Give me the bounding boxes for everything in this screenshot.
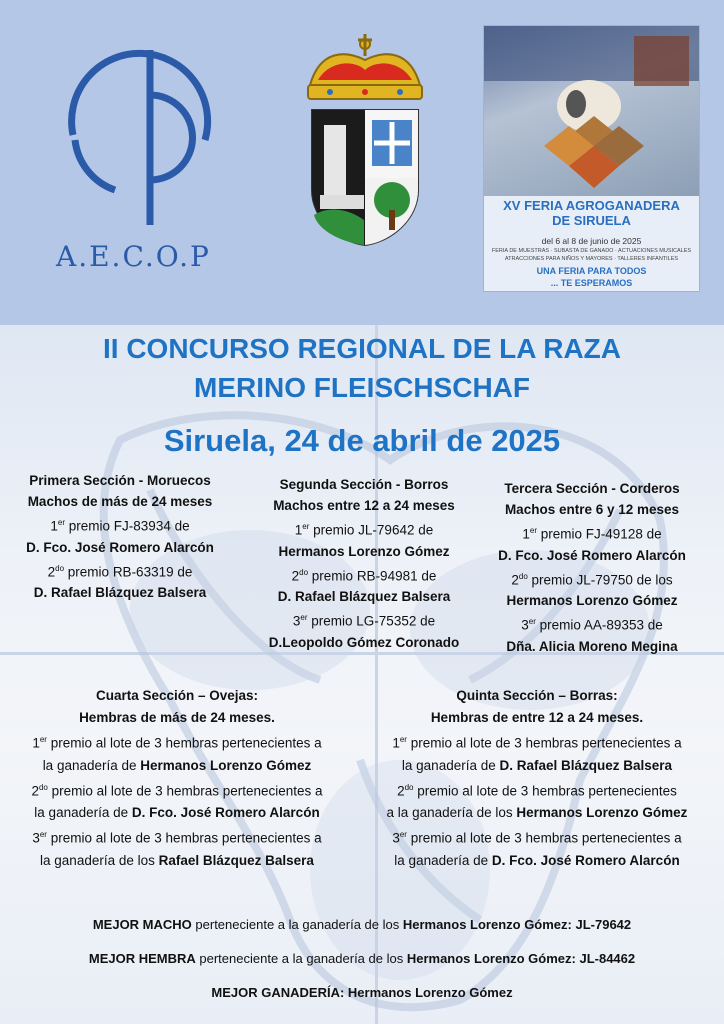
best-female-line	[0, 951, 724, 966]
owner-prefix: a la ganadería de los	[386, 805, 517, 820]
section-4-prize-3	[2, 824, 352, 850]
poster-activities-1: FERIA DE MUESTRAS · SUBASTA DE GANADO · ACTUACIONES MUSICALES	[491, 248, 692, 254]
poster-title-line2: DE SIRUELA	[552, 213, 631, 228]
ordinal-suffix: do	[518, 571, 528, 581]
best-male-text: perteneciente a la ganadería de los	[191, 917, 403, 932]
ordinal: 1	[32, 735, 40, 751]
section-1-owner-2: D. Rafael Blázquez Balsera	[33, 585, 207, 600]
owner-prefix: la ganadería de	[401, 757, 500, 773]
ordinal-suffix: do	[38, 782, 48, 792]
section-3-heading: Tercera Sección - Corderos	[504, 481, 680, 496]
section-4-prize-2	[2, 777, 352, 803]
poster-activities-2: ATRACCIONES PARA NIÑOS Y MAYORES · TALLERES INFANTILES	[504, 256, 679, 262]
section-2-owner-2: D. Rafael Blázquez Balsera	[277, 589, 451, 604]
ordinal-suffix: er	[300, 613, 308, 622]
prize-text: premio al lote de 3 hembras pertenecientes a	[46, 735, 322, 751]
owner-name: D. Rafael Blázquez Balsera	[499, 757, 673, 773]
coat-of-arms-icon	[300, 30, 430, 250]
ordinal-suffix: do	[299, 567, 309, 577]
section-1	[5, 470, 235, 603]
section-4-owner-2	[2, 802, 352, 824]
section-5-heading: Quinta Sección – Borras:	[456, 688, 618, 703]
poster-title	[484, 198, 699, 228]
ordinal: 1	[50, 518, 58, 534]
best-ganaderia-line: MEJOR GANADERÍA: Hermanos Lorenzo Gómez	[211, 985, 513, 1000]
section-5	[362, 685, 712, 872]
section-5-owner-1	[362, 755, 712, 777]
owner-name: D. Fco. José Romero Alarcón	[131, 805, 320, 820]
section-1-owner-1: D. Fco. José Romero Alarcón	[26, 539, 214, 555]
ordinal: 2	[47, 564, 56, 579]
owner-prefix: la ganadería de los	[40, 852, 159, 868]
section-3	[482, 478, 702, 657]
ordinal: 1	[294, 522, 303, 538]
prize-text: premio RB-63319 de	[64, 564, 193, 579]
ordinal-suffix: er	[39, 830, 47, 839]
section-1-heading: Primera Sección - Moruecos	[29, 473, 211, 488]
aecop-text: A.E.C.O.P	[56, 240, 211, 273]
ordinal-suffix: er	[57, 518, 66, 527]
poster-cta-2: ... TE ESPERAMOS	[550, 278, 633, 288]
ordinal-suffix: er	[399, 735, 407, 744]
best-female-text: perteneciente a la ganadería de los	[195, 951, 407, 966]
ordinal: 2	[511, 572, 519, 587]
poster-cta-1: UNA FERIA PARA TODOS	[536, 266, 647, 276]
section-2-owner-3: D.Leopoldo Gómez Coronado	[268, 634, 460, 650]
section-4-owner-3	[2, 850, 352, 872]
section-5-owner-2	[362, 802, 712, 824]
prize-text: premio al lote de 3 hembras pertenecientes a	[47, 783, 323, 798]
section-1-subheading: Machos de más de 24 meses	[27, 494, 213, 509]
ordinal: 3	[521, 617, 529, 633]
section-5-prize-3	[362, 824, 712, 850]
prize-text: premio AA-89353 de	[535, 617, 663, 633]
best-male-owner: Hermanos Lorenzo Gómez: JL-79642	[402, 917, 632, 932]
section-3-prize-2	[482, 566, 702, 591]
ordinal: 3	[392, 830, 400, 846]
owner-prefix: la ganadería de	[42, 757, 141, 773]
title-line1: II CONCURSO REGIONAL DE LA RAZA	[102, 333, 621, 364]
title-date: Siruela, 24 de abril de 2025	[163, 423, 561, 458]
prize-text: premio al lote de 3 hembras pertenecientes a	[46, 830, 322, 846]
prize-text: premio RB-94981 de	[308, 568, 437, 583]
poster-title-line1: XV FERIA AGROGANADERA	[503, 198, 680, 213]
section-5-subheading: Hembras de entre 12 a 24 meses.	[430, 710, 644, 725]
owner-name: D. Fco. José Romero Alarcón	[491, 852, 680, 868]
best-female-label: MEJOR HEMBRA	[88, 951, 196, 966]
prize-text: premio al lote de 3 hembras pertenecientes a	[406, 830, 682, 846]
section-2-prize-1	[250, 516, 478, 541]
prize-text: premio FJ-49128 de	[537, 526, 662, 542]
section-4-prize-1	[2, 729, 352, 755]
prize-text: premio JL-79642 de	[309, 522, 434, 538]
section-2-owner-1: Hermanos Lorenzo Gómez	[278, 543, 450, 559]
owner-name: Rafael Blázquez Balsera	[158, 852, 314, 868]
section-2-subheading: Machos entre 12 a 24 meses	[273, 498, 455, 513]
ordinal-suffix: er	[302, 522, 310, 531]
owner-prefix: la ganadería de	[394, 852, 492, 868]
prize-text: premio JL-79750 de los	[527, 572, 673, 587]
ordinal-suffix: er	[399, 830, 407, 839]
ordinal-suffix: er	[39, 735, 47, 744]
ordinal-suffix: do	[55, 563, 65, 573]
section-1-prize-1	[5, 512, 235, 537]
section-4-owner-1	[2, 755, 352, 777]
ordinal: 3	[32, 830, 40, 846]
section-3-owner-1: D. Fco. José Romero Alarcón	[498, 547, 686, 563]
section-2-prize-2	[250, 562, 478, 587]
ordinal: 1	[522, 526, 530, 542]
prize-text: premio al lote de 3 hembras pertenecientes	[413, 783, 677, 798]
ordinal: 2	[31, 783, 39, 798]
section-3-prize-3	[482, 611, 702, 636]
section-2-prize-3	[250, 607, 478, 632]
ordinal: 2	[291, 568, 300, 583]
section-2	[250, 474, 478, 653]
feria-poster	[483, 25, 700, 292]
section-5-prize-2	[362, 777, 712, 803]
section-3-prize-1	[482, 520, 702, 545]
ordinal-suffix: er	[529, 526, 538, 535]
title-line2: MERINO FLEISCHSCHAF	[194, 372, 530, 403]
owner-name: Hermanos Lorenzo Gómez	[516, 805, 688, 820]
section-2-heading: Segunda Sección - Borros	[279, 477, 449, 492]
section-4	[2, 685, 352, 872]
ordinal: 3	[292, 613, 301, 629]
section-4-heading: Cuarta Sección – Ovejas:	[95, 688, 259, 703]
section-5-prize-1	[362, 729, 712, 755]
poster-collage-icon	[484, 26, 699, 196]
section-5-owner-3	[362, 850, 712, 872]
ordinal-suffix: er	[528, 617, 536, 626]
prize-text: premio LG-75352 de	[307, 613, 436, 629]
section-3-subheading: Machos entre 6 y 12 meses	[504, 502, 680, 517]
section-3-owner-3: Dña. Alicia Moreno Megina	[506, 638, 678, 654]
best-male-label: MEJOR MACHO	[92, 917, 192, 932]
prize-text: premio al lote de 3 hembras pertenecientes a	[406, 735, 682, 751]
best-female-owner: Hermanos Lorenzo Gómez: JL-84462	[406, 951, 636, 966]
prize-text: premio FJ-83934 de	[65, 518, 190, 534]
poster-dates: del 6 al 8 de junio de 2025	[541, 236, 642, 246]
ordinal-suffix: do	[404, 782, 414, 792]
best-male-line	[0, 917, 724, 932]
owner-prefix: la ganadería de	[34, 805, 132, 820]
ordinal: 1	[392, 735, 400, 751]
section-1-prize-2	[5, 558, 235, 583]
owner-name: Hermanos Lorenzo Gómez	[140, 757, 312, 773]
ordinal: 2	[397, 783, 405, 798]
section-3-owner-2: Hermanos Lorenzo Gómez	[506, 593, 678, 608]
section-4-subheading: Hembras de más de 24 meses.	[79, 710, 275, 725]
